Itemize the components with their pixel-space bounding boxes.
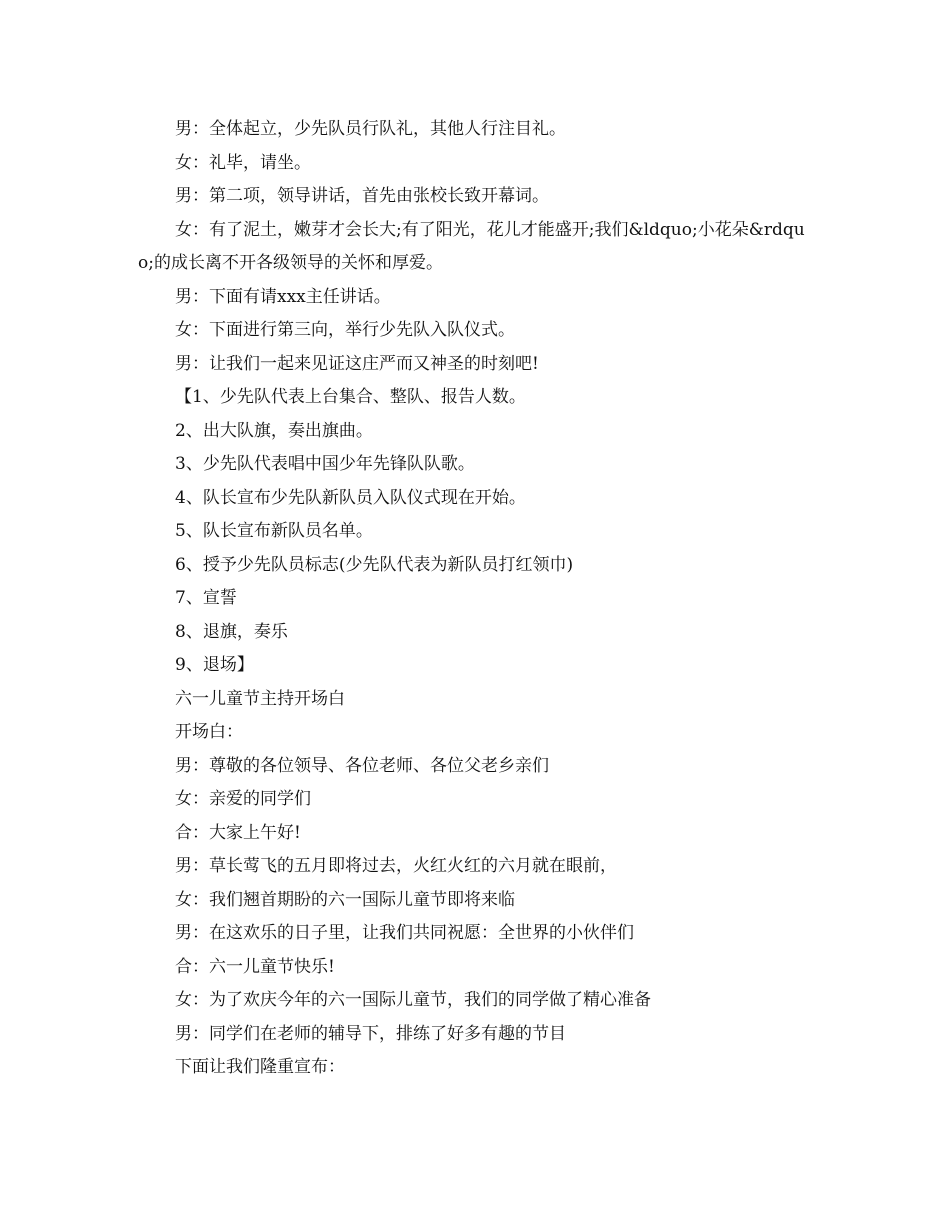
paragraph: 9、退场】	[175, 655, 254, 675]
paragraph: 开场白：	[175, 722, 243, 742]
paragraph: 男：让我们一起来见证这庄严而又神圣的时刻吧!	[175, 353, 539, 374]
document-body	[138, 113, 818, 1085]
paragraph: 男：同学们在老师的辅导下，排练了好多有趣的节目	[175, 1023, 566, 1044]
paragraph: 合：大家上午好!	[175, 822, 301, 843]
paragraph: 4、队长宣布少先队新队员入队仪式现在开始。	[175, 487, 526, 508]
paragraph: 7、宣誓	[175, 588, 237, 608]
paragraph: 男：草长莺飞的五月即将过去，火红火红的六月就在眼前，	[175, 856, 617, 876]
paragraph: 2、出大队旗，奏出旗曲。	[175, 420, 373, 441]
paragraph: 女：为了欢庆今年的六一国际儿童节，我们的同学做了精心准备	[175, 990, 651, 1010]
paragraph: 男：下面有请xxx主任讲话。	[175, 286, 391, 307]
paragraph: 男：尊敬的各位领导、各位老师、各位父老乡亲们	[175, 755, 549, 776]
paragraph: 女：有了泥土，嫩芽才会长大;有了阳光，花儿才能盛开;我们&ldquo;小花朵&rdquo;的成长离不开各级领导的关怀和厚爱。	[138, 219, 805, 273]
paragraph: 6、授予少先队员标志(少先队代表为新队员打红领巾)	[175, 554, 574, 575]
paragraph: 合：六一儿童节快乐!	[175, 956, 335, 977]
paragraph: 女：礼毕，请坐。	[175, 152, 311, 173]
paragraph: 男：在这欢乐的日子里，让我们共同祝愿：全世界的小伙伴们	[175, 923, 634, 943]
paragraph: 男：第二项，领导讲话，首先由张校长致开幕词。	[175, 186, 549, 206]
paragraph: 女：我们翘首期盼的六一国际儿童节即将来临	[175, 889, 515, 910]
paragraph: 3、少先队代表唱中国少年先锋队队歌。	[175, 454, 475, 474]
paragraph: 男：全体起立，少先队员行队礼，其他人行注目礼。	[175, 119, 566, 139]
paragraph: 下面让我们隆重宣布：	[175, 1057, 345, 1077]
paragraph: 【1、少先队代表上台集合、整队、报告人数。	[175, 387, 526, 407]
paragraph: 5、队长宣布新队员名单。	[175, 521, 373, 541]
paragraph: 女：下面进行第三向，举行少先队入队仪式。	[175, 320, 515, 340]
paragraph: 六一儿童节主持开场白	[175, 688, 345, 709]
paragraph: 女：亲爱的同学们	[175, 789, 311, 809]
paragraph: 8、退旗，奏乐	[175, 621, 288, 642]
